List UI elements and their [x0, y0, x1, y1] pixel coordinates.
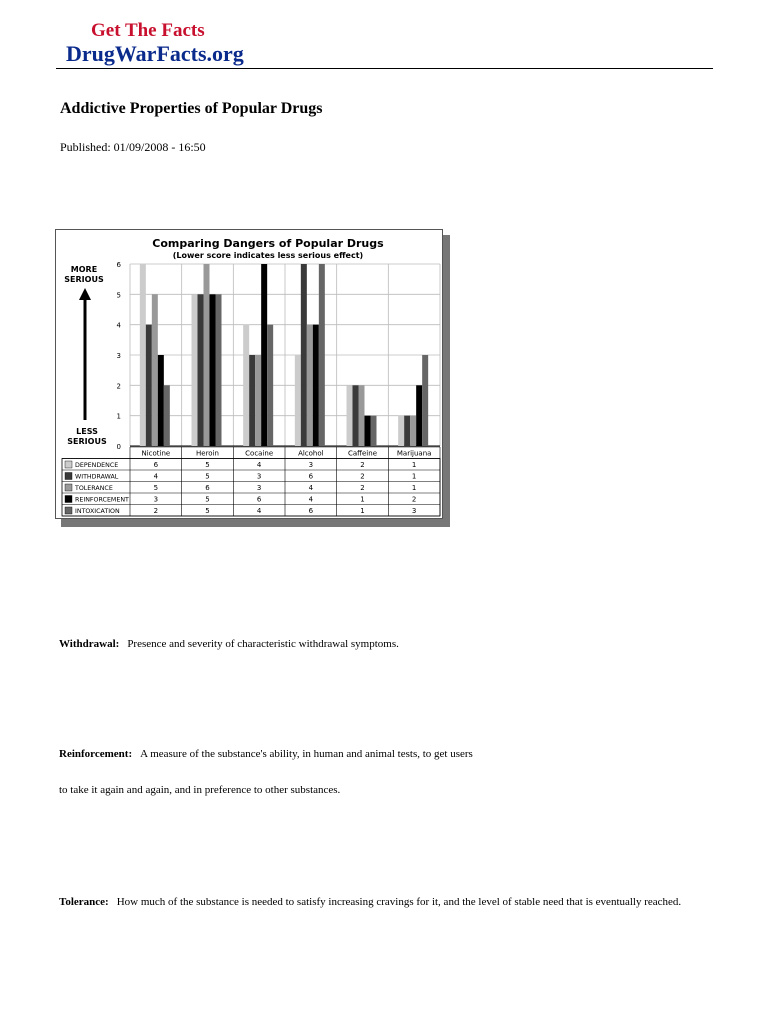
table-cell-value: 1	[411, 472, 417, 481]
chart-data-table	[62, 447, 440, 516]
y-tick-label: 6	[116, 261, 121, 269]
y-tick-label: 1	[116, 412, 121, 421]
text-withdrawal: Presence and severity of characteristic withdrawal symptoms.	[127, 638, 399, 650]
table-cell-value: 6	[308, 472, 314, 481]
logo-tagline: Get The Facts	[91, 20, 205, 41]
bar-alcohol-intoxication	[319, 264, 325, 446]
bar-heroin-intoxication	[216, 294, 222, 446]
bar-alcohol-reinforcement	[313, 325, 319, 446]
header-divider	[56, 68, 713, 69]
severity-arrow-head	[79, 288, 91, 300]
legend-swatch	[65, 461, 72, 468]
table-cell-value: 4	[153, 472, 159, 481]
bar-cocaine-reinforcement	[261, 264, 267, 446]
table-cell-value: 1	[360, 507, 365, 515]
bar-heroin-tolerance	[204, 264, 210, 446]
x-tick-label: Marijuana	[396, 449, 432, 458]
bar-marijuana-reinforcement	[416, 385, 422, 446]
published-date: Published: 01/09/2008 - 16:50	[60, 140, 206, 154]
legend-label: INTOXICATION	[75, 508, 120, 515]
y-tick-label: 3	[116, 352, 121, 360]
site-logo[interactable]	[66, 20, 244, 66]
bar-caffeine-intoxication	[371, 416, 377, 446]
y-tick-label: 5	[116, 291, 121, 300]
bar-marijuana-intoxication	[422, 355, 428, 446]
bar-heroin-withdrawal	[198, 294, 204, 446]
chart-subtitle: (Lower score indicates less serious effect)	[172, 251, 364, 260]
text-reinforcement: A measure of the substance's ability, in human and animal tests, to get users	[140, 748, 473, 760]
text-tolerance: How much of the substance is needed to satisfy increasing cravings for it, and the level of stable need that is eventually reached.	[116, 896, 682, 908]
legend-label: WITHDRAWAL	[75, 473, 119, 481]
x-tick-label: Nicotine	[141, 449, 171, 458]
chart-frame	[55, 229, 443, 519]
logo-site-name: DrugWarFacts.org	[66, 41, 244, 66]
table-cell-value: 3	[411, 507, 417, 515]
table-cell-value: 6	[153, 461, 159, 469]
x-tick-label: Heroin	[196, 449, 219, 458]
legend-label: REINFORCEMENT	[75, 496, 129, 504]
bar-cocaine-withdrawal	[249, 355, 255, 446]
table-cell-value: 2	[411, 495, 417, 504]
x-tick-label: Cocaine	[245, 449, 274, 458]
y-label-less-serious: LESS	[76, 427, 98, 436]
definition-reinforcement-continued: to take it again and again, and in preference to other substances.	[59, 784, 341, 796]
table-cell-value: 3	[256, 484, 262, 492]
term-withdrawal: Withdrawal:	[59, 638, 120, 650]
table-cell-value: 2	[360, 484, 365, 492]
bar-cocaine-intoxication	[267, 325, 273, 446]
bar-caffeine-withdrawal	[353, 385, 359, 446]
bar-caffeine-reinforcement	[365, 416, 371, 446]
page-title: Addictive Properties of Popular Drugs	[60, 100, 323, 117]
term-tolerance: Tolerance:	[59, 896, 109, 908]
bar-cocaine-dependence	[243, 325, 249, 446]
table-cell-value: 5	[205, 472, 210, 481]
legend-swatch	[65, 473, 72, 480]
table-cell-value: 4	[308, 484, 314, 492]
bar-marijuana-tolerance	[410, 416, 416, 446]
bar-alcohol-dependence	[295, 355, 301, 446]
table-cell-value: 2	[153, 507, 159, 515]
table-cell-value: 4	[256, 507, 262, 515]
table-cell-value: 6	[308, 507, 314, 515]
bar-marijuana-dependence	[398, 416, 404, 446]
chart-title: Comparing Dangers of Popular Drugs	[152, 237, 384, 250]
chart-svg	[56, 230, 442, 518]
table-cell-value: 1	[411, 461, 417, 469]
definition-reinforcement	[59, 748, 473, 760]
table-cell-value: 2	[360, 472, 365, 481]
bar-nicotine-withdrawal	[146, 325, 152, 446]
bar-nicotine-dependence	[140, 264, 146, 446]
table-cell-value: 3	[308, 461, 314, 469]
y-tick-label: 4	[116, 321, 121, 330]
bar-alcohol-withdrawal	[301, 264, 307, 446]
table-cell-value: 5	[205, 507, 210, 515]
table-cell-value: 6	[256, 495, 262, 504]
definition-withdrawal	[59, 638, 399, 650]
legend-label: TOLERANCE	[75, 485, 113, 492]
legend-swatch	[65, 507, 72, 514]
table-cell-value: 6	[205, 484, 210, 492]
y-label-less-serious: SERIOUS	[67, 437, 107, 446]
table-cell-value: 3	[153, 495, 159, 504]
y-axis-side-labels	[64, 265, 107, 446]
table-cell-value: 5	[153, 484, 159, 492]
y-tick-label: 0	[116, 443, 121, 451]
x-tick-label: Caffeine	[348, 449, 377, 458]
y-label-more-serious: SERIOUS	[64, 275, 104, 284]
bar-caffeine-tolerance	[359, 385, 365, 446]
table-cell-value: 3	[256, 472, 262, 481]
table-cell-value: 5	[205, 495, 210, 504]
legend-swatch	[65, 496, 72, 503]
table-cell-value: 1	[360, 495, 365, 504]
table-cell-value: 1	[411, 484, 417, 492]
table-cell-value: 2	[360, 461, 365, 469]
bar-nicotine-tolerance	[152, 294, 158, 446]
bar-marijuana-withdrawal	[404, 416, 410, 446]
table-cell-value: 4	[308, 495, 314, 504]
bar-nicotine-intoxication	[164, 385, 170, 446]
bar-nicotine-reinforcement	[158, 355, 164, 446]
legend-swatch	[65, 484, 72, 491]
bar-heroin-dependence	[192, 294, 198, 446]
y-tick-label: 2	[116, 382, 121, 391]
y-label-more-serious: MORE	[70, 265, 98, 274]
bar-alcohol-tolerance	[307, 325, 313, 446]
x-tick-label: Alcohol	[298, 449, 324, 458]
bar-cocaine-tolerance	[255, 355, 261, 446]
term-reinforcement: Reinforcement:	[59, 748, 133, 760]
legend-label: DEPENDENCE	[75, 462, 119, 469]
table-cell-value: 4	[256, 461, 262, 469]
bar-caffeine-dependence	[347, 385, 353, 446]
table-cell-value: 5	[205, 461, 210, 469]
bar-heroin-reinforcement	[210, 294, 216, 446]
definition-tolerance	[59, 893, 709, 911]
chart-figure	[55, 229, 450, 527]
